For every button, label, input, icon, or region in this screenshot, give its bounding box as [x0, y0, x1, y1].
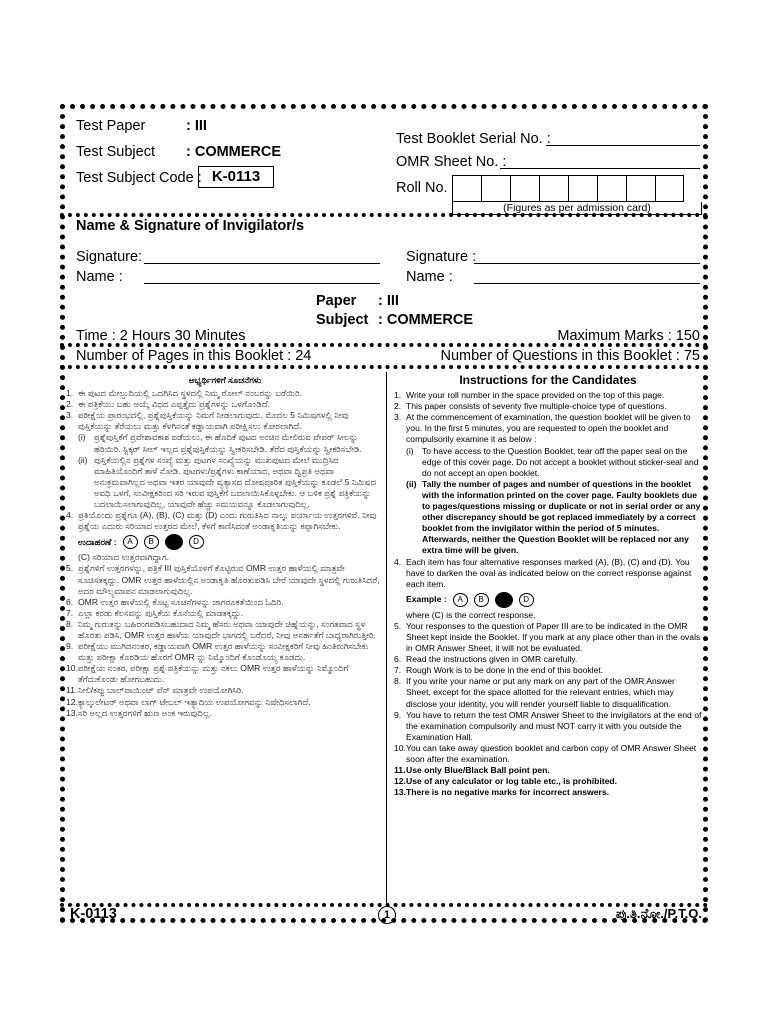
- english-heading: Instructions for the Candidates: [459, 373, 637, 387]
- item-text: ಈ ಪತ್ರಿಕೆಯು ಬಹು ಆಯ್ಕೆ ವಿಧದ ಎಪ್ಪತ್ತೈದು ಪ್ರಶ್ನೆಗಳನ್ನು ಒಳಗೊಂಡಿದೆ.: [78, 399, 270, 410]
- omr-sheet-label: OMR Sheet No. :: [396, 154, 507, 170]
- roll-no-box[interactable]: [655, 175, 684, 202]
- roll-no-box[interactable]: [568, 175, 597, 202]
- page-number: 1: [378, 906, 396, 924]
- item-number: 13.: [394, 787, 406, 798]
- kannada-instruction-item: [66, 597, 384, 608]
- item-text: ನಿಮ್ಮ ಗುರುತನ್ನು ಬಹಿರಂಗಪಡಿಸಬಹುದಾದ ನಿಮ್ಮ ಹೆಸರು ಅಥವಾ ಯಾವುದೇ ಚಿಹ್ನೆಯನ್ನು, ಸಂಗತವಾದ ಸ್ಥಳ ಹೊರತು ಪಡಿಸಿ, OMR ಉತ್ತರ ಹಾಳೆಯ ಯಾವುದೇ ಭಾಗದಲ್ಲಿ ಬರೆದರೆ, ನೀವು ಅನರ್ಹತೆಗೆ ಬಾಧ್ಯರಾಗಿರುತ್ತೀರಿ.: [78, 618, 376, 640]
- kannada-instruction-item: [78, 455, 384, 510]
- item-text: ಪರೀಕ್ಷೆಯ ನಂತರ, ಪರೀಕ್ಷಾ ಪ್ರಶ್ನೆ ಪತ್ರಿಕೆಯನ್ನು ಮತ್ತು ನಕಲು OMR ಉತ್ತರ ಹಾಳೆಯನ್ನು ನಿಮ್ಮೊಂದಿಗೆ ತೆಗೆದುಕೊಂಡು ಹೋಗಬಹುದು.: [78, 663, 349, 685]
- item-text: If you write your name or put any mark on any part of the OMR Answer Sheet, except for the space allotted for the relevant entries, which may disclose your identity, you will render yourself liable to disqualification.: [406, 676, 675, 709]
- item-number: 4.: [66, 510, 74, 521]
- item-number: 2.: [394, 401, 402, 412]
- test-subject-code-box: K-0113: [198, 166, 274, 188]
- roll-no-box[interactable]: [510, 175, 539, 202]
- item-text: You have to return the test OMR Answer Sheet to the invigilators at the end of the examination compulsorily and must NOT carry it with you outside the Examination Hall.: [406, 709, 702, 742]
- item-number: 5.: [66, 563, 74, 574]
- kannada-instruction-item: [66, 552, 384, 563]
- item-number: 6.: [394, 654, 402, 665]
- item-text: ಪರೀಕ್ಷೆಯು ಮುಗಿದನಂತರ, ಕಡ್ಡಾಯವಾಗಿ OMR ಉತ್ತರ ಹಾಳೆಯನ್ನು ಸಂವೀಕ್ಷಕರಿಗೆ ನೀವು ಹಿಂತಿರುಗಿಸಬೇಕು ಮತ್ತು ಪರೀಕ್ಷಾ ಕೊಠಡಿಯ ಹೊರಗೆ OMR ನ್ನು ನಿಮ್ಮೊಂದಿಗೆ ಕೊಂಡೊಯ್ಯ ಕೂಡದು.: [78, 641, 369, 663]
- item-text: Use of any calculator or log table etc., is prohibited.: [406, 776, 618, 787]
- english-instruction-item: [406, 479, 702, 557]
- item-text: At the commencement of examination, the question booklet will be given to you. In the first 5 minutes, you are requested to open the booklet and compulsorily examine it as below :: [406, 412, 691, 445]
- item-number: 6.: [66, 596, 74, 607]
- option-oval-a: A: [453, 593, 468, 607]
- divider: [60, 343, 708, 347]
- item-number: 1.: [394, 390, 402, 401]
- item-text: ಕ್ಯಾಲ್ಕುಲೇಟರ್ ಅಥವಾ ಲಾಗ್ ಟೇಬಲ್ ಇತ್ಯಾದಿಯ ಉಪಯೋಗವನ್ನು ನಿಷೇಧಿಸಲಾಗಿದೆ.: [78, 696, 311, 707]
- column-separator: [386, 372, 387, 906]
- english-instruction-item: [394, 412, 702, 445]
- divider: [60, 365, 708, 369]
- item-text: Read the instructions given in OMR carefully.: [406, 654, 578, 665]
- example-label: ಉದಾಹರಣೆ :: [78, 536, 117, 547]
- item-number: 9.: [394, 709, 402, 720]
- paper-value: : III: [378, 293, 399, 309]
- item-text: ಪ್ರತಿಯೊಂದು ಪ್ರಶ್ನೆಗೂ (A), (B), (C) ಮತ್ತು (D) ಎಂದು ಗುರುತಿಸಿದ ನಾಲ್ಕು ಪರ್ಯಾಯ ಉತ್ತರಗಳಿವೆ. ನೀವು ಪ್ರಶ್ನೆಯ ಎದುರು ಸರಿಯಾದ ಉತ್ತರದ ಮೇಲೆ, ಕೆಳಗೆ ಕಾಣಿಸಿದಂತೆ ಅಂಡಾಕೃತಿಯನ್ನು ಕಪ್ಪಾಗಿಸಬೇಕು.: [78, 510, 377, 532]
- item-text: OMR ಉತ್ತರ ಹಾಳೆಯಲ್ಲಿ ಕೊಟ್ಟ ಸೂಚನೆಗಳನ್ನು ಜಾಗರೂಕತೆಯಿಂದ ಓದಿರಿ.: [78, 596, 284, 607]
- test-paper-value: : III: [186, 118, 207, 134]
- option-oval-c: [495, 592, 513, 608]
- item-number: 3.: [66, 410, 74, 421]
- name-label-2: Name :: [406, 269, 453, 285]
- footer-code: K-0113: [70, 906, 117, 922]
- item-text: ಎಲ್ಲಾ ಕರಡು ಕೆಲಸವನ್ನು ಪುಸ್ತಿಕೆಯ ಕೊನೆಯಲ್ಲಿ ಮಾಡತಕ್ಕದ್ದು.: [78, 607, 244, 618]
- item-text: Your responses to the question of Paper III are to be indicated in the OMR Sheet kept inside the Booklet. If you mark at any place other than in the ovals in OMR Answer Sheet, it will not be evaluated.: [406, 620, 701, 654]
- example-label: Example :: [406, 594, 447, 605]
- english-instruction-item: [394, 621, 702, 654]
- item-text: ಪುಸ್ತಿಕೆಯಲ್ಲಿನ ಪ್ರಶ್ನೆಗಳ ಸಂಖ್ಯೆ ಮತ್ತು ಪುಟಗಳ ಸಂಖ್ಯೆಯನ್ನು ಮುಖಪುಟದ ಮೇಲೆ ಮುದ್ರಿಸಿದ ಮಾಹಿತಿಯೊಂದಿಗೆ ತಾಳೆ ನೋಡಿ. ಪುಟಗಳು/ಪ್ರಶ್ನೆಗಳು ಕಾಣೆಯಾದ, ಅಥವಾ ದ್ವಿಪ್ರತಿ ಅಥವಾ ಅನುಕ್ರಮವಾಗಿಲ್ಲದ ಅಥವಾ ಇತರ ಯಾವುದೇ ವ್ಯತ್ಯಾಸದ ದೋಷಪೂರಿತ ಪುಸ್ತಿಕೆಯನ್ನು ಕೂಡಲೆ 5 ನಿಮಿಷದ ಅವಧಿ ಒಳಗೆ, ಸಂವೀಕ್ಷಕರಿಂದ ಸರಿ ಇರುವ ಪುಸ್ತಿಕೆಗೆ ಬದಲಾಯಿಸಿಕೊಳ್ಳಬೇಕು. ಆ ಬಳಿಕ ಪ್ರಶ್ನೆ ಪತ್ರಿಕೆಯನ್ನು ಬದಲಾಯಿಸಲಾಗುವುದಿಲ್ಲ, ಯಾವುದೇ ಹೆಚ್ಚು ಸಮಯವನ್ನೂ ಕೊಡಲಾಗುವುದಿಲ್ಲ.: [94, 454, 377, 510]
- item-text: where (C) is the correct response.: [406, 609, 536, 620]
- item-text: Write your roll number in the space provided on the top of this page.: [406, 390, 665, 401]
- item-number: 7.: [394, 665, 402, 676]
- roll-no-label: Roll No.: [396, 180, 448, 196]
- name-field-1[interactable]: [144, 283, 380, 284]
- item-number: 4.: [394, 556, 402, 567]
- test-paper-label: Test Paper: [76, 118, 146, 134]
- roll-no-box[interactable]: [597, 175, 626, 202]
- roll-no-box[interactable]: [452, 175, 481, 202]
- item-text: Rough Work is to be done in the end of this booklet.: [406, 665, 604, 676]
- subject-value: : COMMERCE: [378, 312, 474, 328]
- roll-no-caption: (Figures as per admission card): [452, 202, 702, 215]
- item-text: ಸರಿ ಅಲ್ಲದ ಉತ್ತರಗಳಿಗೆ ಋಣ ಅಂಕ ಇರುವುದಿಲ್ಲ.: [78, 707, 212, 718]
- item-number: (i): [406, 445, 414, 456]
- paper-label: Paper: [316, 293, 357, 309]
- roll-no-grid[interactable]: [452, 175, 684, 202]
- kannada-instruction-item: [66, 563, 384, 596]
- signature-label-2: Signature :: [406, 249, 477, 265]
- option-oval-a: A: [123, 535, 138, 549]
- invigilator-title: Name & Signature of Invigilator/s: [76, 218, 305, 234]
- item-number: (i): [78, 432, 86, 443]
- item-number: 10.: [394, 742, 406, 753]
- item-text: ನೀಲಿ/ಕಪ್ಪು ಬಾಲ್‌ಪಾಯಿಂಟ್ ಪೆನ್ ಮಾತ್ರವೇ ಉಪಯೋಗಿಸಿರಿ.: [78, 685, 244, 696]
- item-number: 3.: [394, 412, 402, 423]
- subject-label: Subject: [316, 312, 369, 328]
- option-oval-b: B: [474, 593, 489, 607]
- english-instructions: [394, 375, 702, 798]
- roll-no-box[interactable]: [481, 175, 510, 202]
- kannada-instruction-item: [66, 641, 384, 663]
- item-number: 11.: [66, 685, 78, 696]
- english-list: [394, 390, 702, 798]
- item-text: Each item has four alternative responses marked (A), (B), (C) and (D). You have to darken the oval as indicated below on the correct response against each item.: [406, 556, 692, 589]
- kannada-instruction-item: [66, 619, 384, 641]
- kannada-instruction-item: [66, 608, 384, 619]
- kannada-list: [66, 388, 384, 719]
- item-number: 7.: [66, 607, 74, 618]
- english-instruction-item: [406, 446, 702, 479]
- max-marks: Maximum Marks : 150: [557, 328, 700, 344]
- item-number: (ii): [406, 478, 417, 489]
- option-oval-c: [165, 534, 183, 550]
- item-number: 5.: [394, 620, 402, 631]
- item-number: 12.: [394, 776, 406, 787]
- english-instruction-item: [394, 743, 702, 765]
- signature-field-2[interactable]: [474, 263, 700, 264]
- item-number: 13.: [66, 707, 78, 718]
- kannada-instruction-item: [66, 708, 384, 719]
- english-instruction-item: [394, 710, 702, 743]
- name-field-2[interactable]: [474, 283, 700, 284]
- english-instruction-item: [394, 401, 702, 412]
- example-row: [78, 534, 384, 550]
- english-instruction-item: [394, 390, 702, 401]
- item-number: 8.: [394, 676, 402, 687]
- item-text: ಪ್ರಶ್ನೆಗಳಿಗೆ ಉತ್ತರಗಳನ್ನು, ಪತ್ರಿಕೆ III ಪುಸ್ತಿಕೆಯೊಳಗೆ ಕೊಟ್ಟಿರುವ OMR ಉತ್ತರ ಹಾಳೆಯಲ್ಲಿ ಮಾತ್ರವೇ ಸೂಚಿಸತಕ್ಕದ್ದು. OMR ಉತ್ತರ ಹಾಳೆಯಲ್ಲಿನ ಅಂಡಾಕೃತಿ ಹೊರತುಪಡಿಸಿ ಬೇರೆ ಯಾವುದೇ ಸ್ಥಳದಲ್ಲಿ ಗುರುತಿಸಿದರೆ, ಅದರ ಮೌಲ್ಯಮಾಪನ ಮಾಡಲಾಗುವುದಿಲ್ಲ.: [78, 563, 380, 596]
- roll-no-box[interactable]: [539, 175, 568, 202]
- english-instruction-item: [394, 610, 702, 621]
- kannada-heading: ಅಭ್ಯರ್ಥಿಗಳಿಗೆ ಸೂಚನೆಗಳು: [188, 375, 262, 385]
- name-label-1: Name :: [76, 269, 123, 285]
- english-instruction-item: [394, 776, 702, 787]
- english-instruction-item: [394, 765, 702, 776]
- item-text: This paper consists of seventy five multiple-choice type of questions.: [406, 401, 667, 412]
- english-instruction-item: [394, 665, 702, 676]
- omr-sheet-field[interactable]: [500, 168, 700, 169]
- item-number: 1.: [66, 388, 74, 399]
- kannada-instruction-item: [66, 663, 384, 685]
- divider: [60, 213, 708, 217]
- booklet-serial-field[interactable]: [546, 145, 700, 146]
- pages-count: Number of Pages in this Booklet : 24: [76, 348, 312, 364]
- kannada-instruction-item: [66, 685, 384, 696]
- signature-field-1[interactable]: [144, 263, 380, 264]
- booklet-serial-label: Test Booklet Serial No. :: [396, 131, 551, 147]
- time-allowed: Time : 2 Hours 30 Minutes: [76, 328, 246, 344]
- item-number: 11.: [394, 765, 406, 776]
- item-text: To have access to the Question Booklet, tear off the paper seal on the edge of this cover page. Do not accept a booklet without sticker-seal and do not accept an open booklet.: [422, 445, 699, 478]
- english-instruction-item: [394, 676, 702, 709]
- item-text: Tally the number of pages and number of questions in the booklet with the information printed on the cover page. Faulty booklets due to pages/questions missing or duplicate or not in serial order or any other discrepancy should be got replaced immediately by a correct booklet from the invigilator within the period of 5 minutes. Afterwards, neither the Question Booklet will be replaced nor any extra time will be given.: [422, 478, 701, 556]
- item-number: 12.: [66, 696, 78, 707]
- item-text: There is no negative marks for incorrect answers.: [406, 787, 609, 798]
- item-text: (C) ಸರಿಯಾದ ಉತ್ತರವಾಗಿದ್ದಾಗ.: [78, 552, 170, 563]
- item-number: 10.: [66, 663, 78, 674]
- item-number: 8.: [66, 618, 74, 629]
- test-subject-value: : COMMERCE: [186, 144, 282, 160]
- roll-no-box[interactable]: [626, 175, 655, 202]
- item-text: ಈ ಪುಟದ ಮೇಲ್ತುದಿಯಲ್ಲಿ ಒದಗಿಸಿದ ಸ್ಥಳದಲ್ಲಿ ನಿಮ್ಮ ರೋಲ್ ನಂಬರನ್ನು ಬರೆಯಿರಿ.: [78, 388, 303, 399]
- test-subject-label: Test Subject: [76, 144, 155, 160]
- item-text: ಪರೀಕ್ಷೆಯ ಪ್ರಾರಂಭದಲ್ಲಿ, ಪ್ರಶ್ನೆಪುಸ್ತಿಕೆಯನ್ನು ನಿಮಗೆ ನೀಡಲಾಗುವುದು. ಮೊದಲ 5 ನಿಮಿಷಗಳಲ್ಲಿ ನೀವು ಪುಸ್ತಿಕೆಯನ್ನು ತೆರೆಯಲು ಮತ್ತು ಕೆಳಗಿನಂತೆ ಕಡ್ಡಾಯವಾಗಿ ಪರೀಕ್ಷಿಸಲು ಕೋರಲಾಗಿದೆ.: [78, 410, 349, 432]
- test-subject-code-label: Test Subject Code :: [76, 170, 202, 186]
- item-text: Use only Blue/Black Ball point pen.: [406, 765, 550, 776]
- kannada-instruction-item: [66, 410, 384, 432]
- item-number: 2.: [66, 399, 74, 410]
- signature-label-1: Signature:: [76, 249, 143, 265]
- kannada-instruction-item: [66, 697, 384, 708]
- item-text: You can take away question booklet and carbon copy of OMR Answer Sheet soon after the examination.: [406, 742, 697, 764]
- english-instruction-item: [394, 787, 702, 798]
- item-text: ಪ್ರಶ್ನೆಪುಸ್ತಿಕೆಗೆ ಪ್ರವೇಶಾವಕಾಶ ಪಡೆಯಲು, ಈ ಹೊದಿಕೆ ಪುಟದ ಅಂಚಿನ ಮೇಲಿರುವ ಪೇಪರ್ ಸೀಲನ್ನು ಹರಿಯಿರಿ. ಸ್ಟಿಕ್ಕರ್ ಸೀಲ್ ಇಲ್ಲದ ಪ್ರಶ್ನೆಪುಸ್ತಿಕೆಯನ್ನು ಸ್ವೀಕರಿಸಬೇಡಿ. ತೆರೆದ ಪುಸ್ತಿಕೆಯನ್ನು ಸ್ವೀಕರಿಸಬೇಡಿ.: [94, 432, 362, 454]
- option-oval-d: D: [519, 593, 534, 607]
- footer-pto: ಪು.ತಿ.ನೋ./P.T.O.: [615, 906, 702, 921]
- option-oval-d: D: [189, 535, 204, 549]
- example-row: [406, 592, 702, 608]
- kannada-instructions: [66, 375, 384, 719]
- english-instruction-item: [394, 654, 702, 665]
- english-instruction-item: [394, 557, 702, 590]
- kannada-instruction-item: [66, 388, 384, 399]
- kannada-instruction-item: [66, 510, 384, 532]
- option-oval-b: B: [144, 535, 159, 549]
- kannada-instruction-item: [66, 399, 384, 410]
- questions-count: Number of Questions in this Booklet : 75: [440, 348, 700, 364]
- item-number: (ii): [78, 454, 88, 465]
- kannada-instruction-item: [78, 432, 384, 454]
- item-number: 9.: [66, 641, 74, 652]
